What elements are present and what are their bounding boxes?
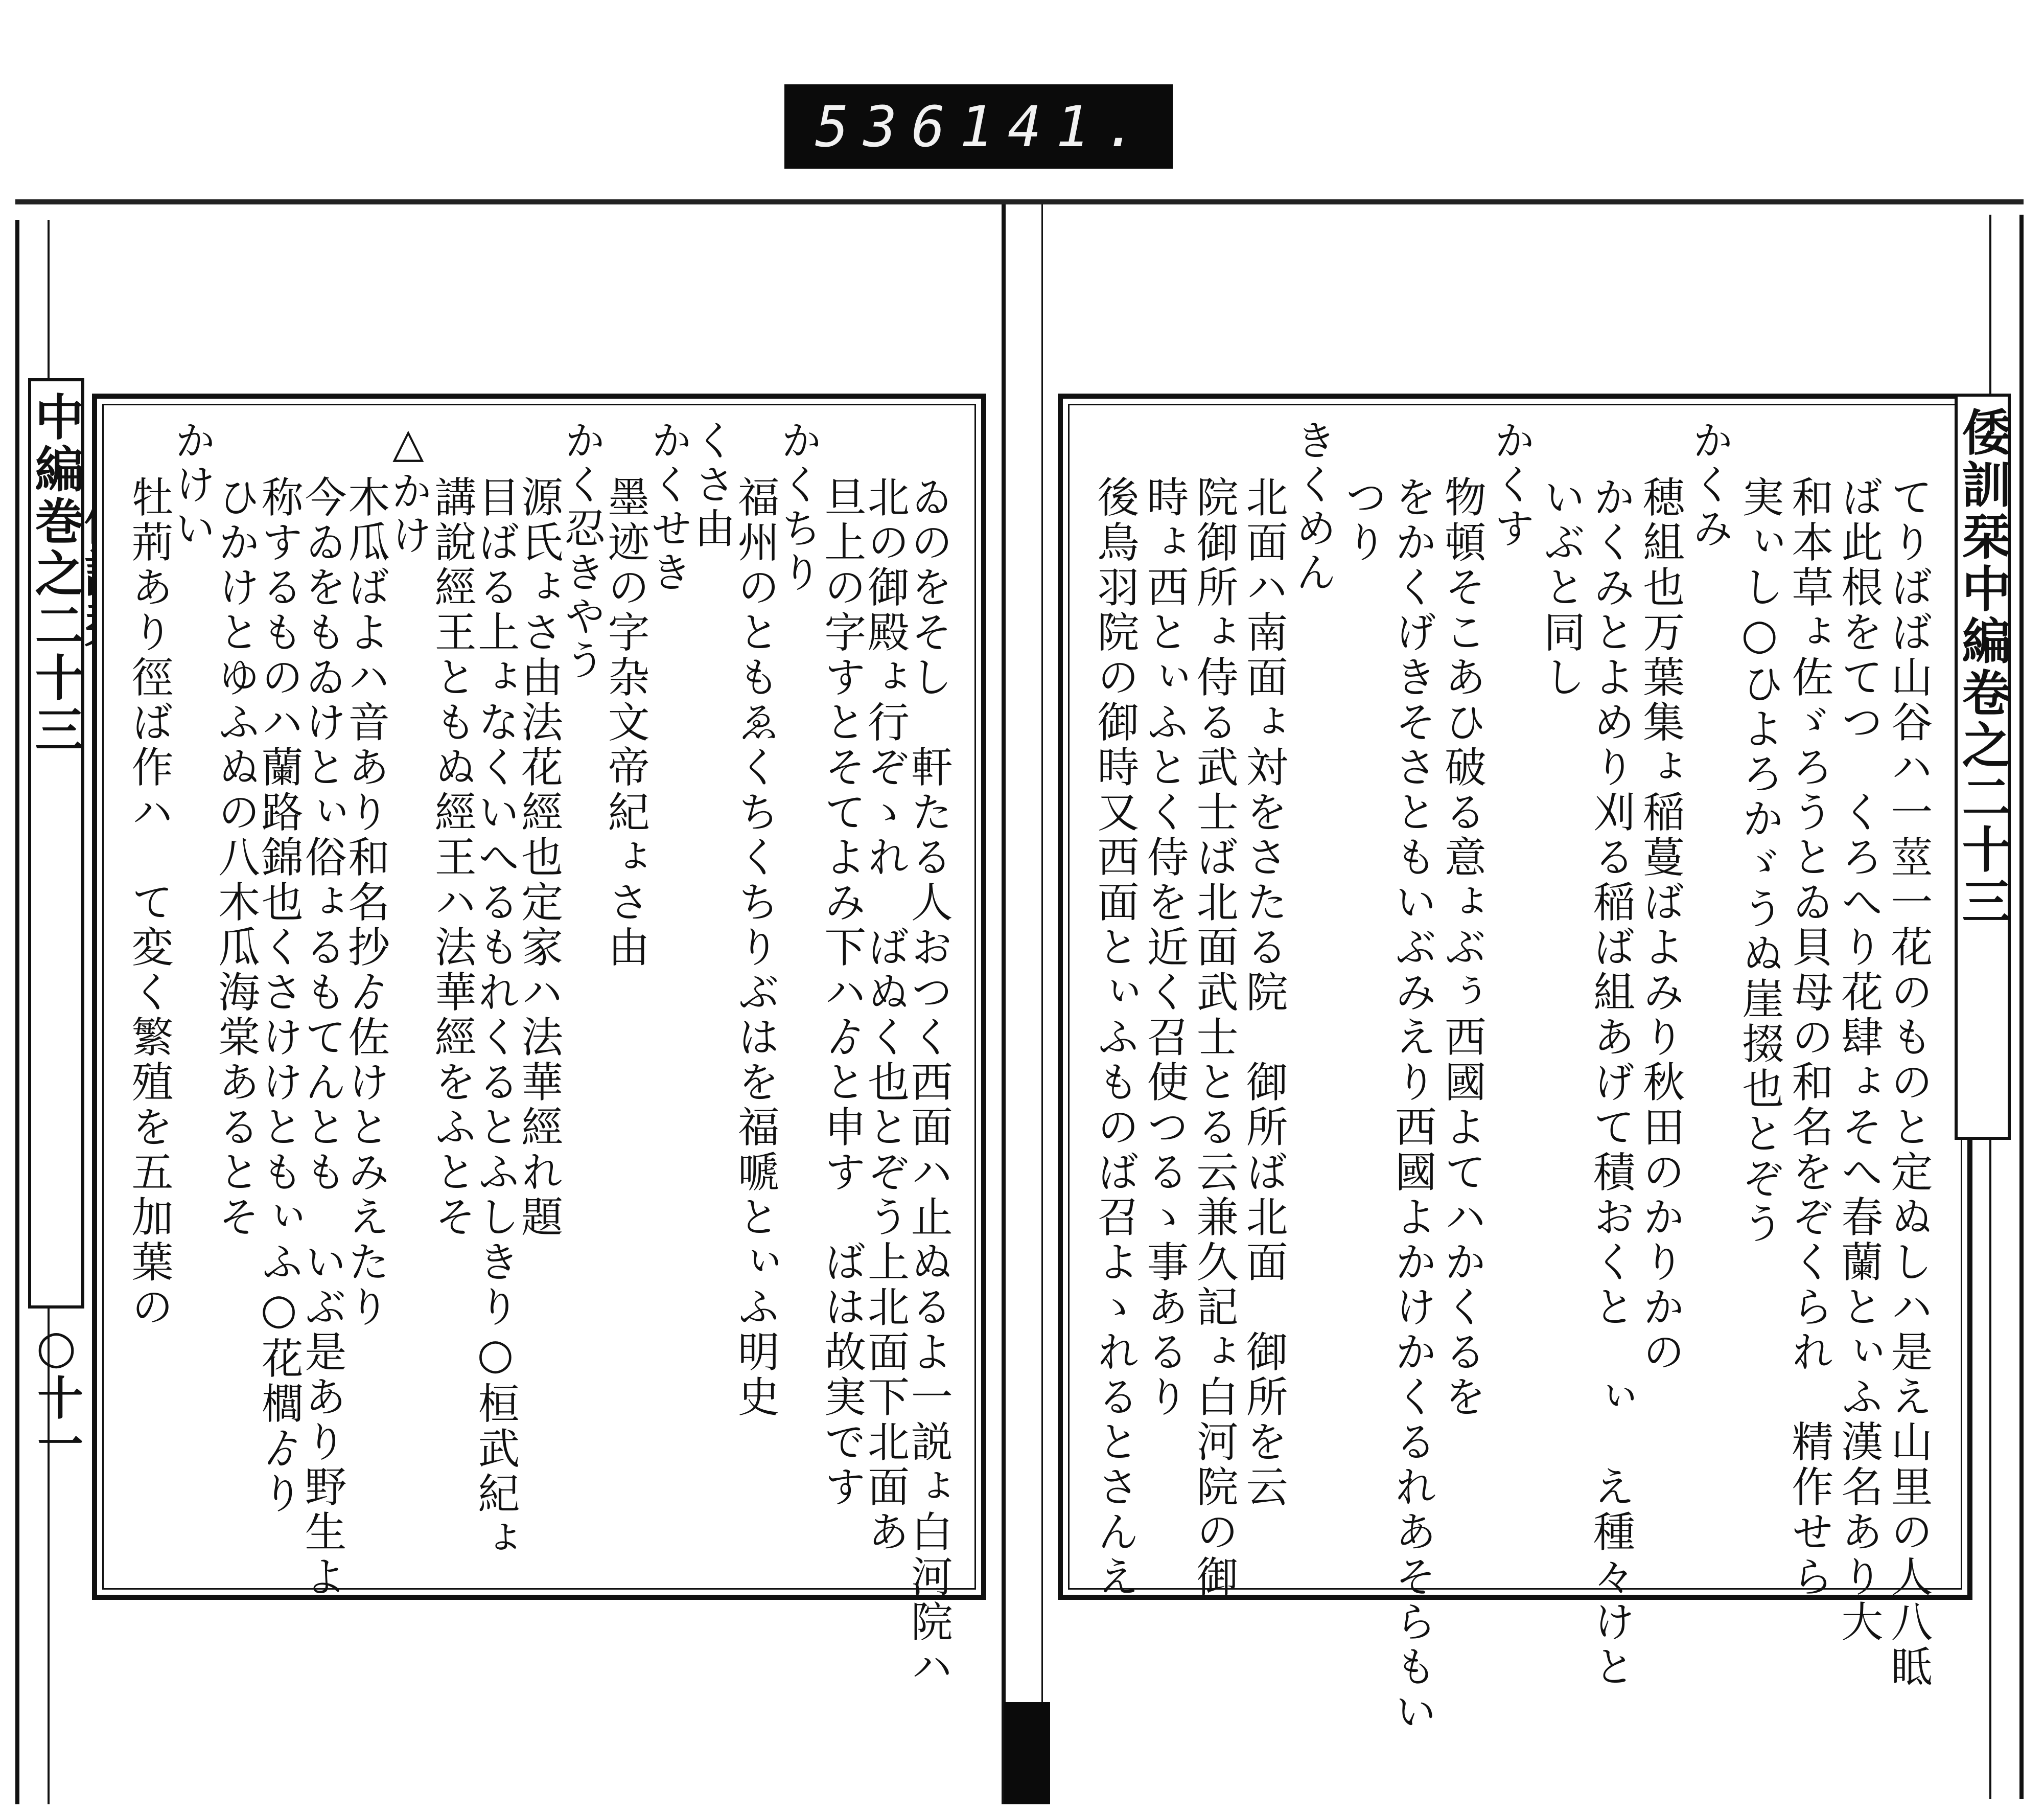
book-gutter (1002, 204, 1043, 1804)
right-page-text-column: かくみとよめり刈る稲ば組あげて積おくと ぃ え種々けと (1586, 475, 1635, 1690)
scan-number-label (784, 84, 1173, 169)
left-page-headword: かく忍きやう (558, 419, 606, 683)
left-page-volume: 中編巻之二十三 (27, 392, 85, 756)
right-page-text-column: 時ょ西とぃふとく侍を近く召使つるゝ事あるり (1140, 475, 1189, 1420)
left-page-headword: △かけ (384, 419, 432, 558)
left-page-headword: かけい (168, 419, 216, 551)
left-page-text-column: ゐのをそし 軒たる人おつく西面ハ止ぬるよ一説ょ白河院ハ (904, 475, 953, 1690)
book-spread (15, 199, 2024, 1809)
right-page-text-column: 実ぃし○ひよろかゞうぬ崖掇也とぞう (1735, 475, 1784, 1247)
right-page-text-column: 院御所ょ侍る武士ば北面武士とる云兼久記ょ白河院の御 (1190, 475, 1239, 1600)
right-page-text-column: 北面ハ南面ょ対をさたる院 御所ば北面 御所を云 (1239, 475, 1288, 1510)
left-page-text-column: 墨迹の字杂文帝紀ょさ由 (601, 475, 650, 970)
left-page-text-column: 木瓜ばよハ音あり和名抄ゟ佐けとみえたり (341, 475, 390, 1330)
left-page-text-column: 今ゐをもゐけとぃ俗ょるもてんとも いぶ是あり野生よ (297, 475, 346, 1600)
right-page-text-column: 穂組也万葉集ょ稲蔓ばよみり秋田のかりかの (1636, 475, 1685, 1375)
right-page-title: 倭訓栞中編卷之二十三 (1954, 407, 2012, 928)
right-page-text-column: をかくげきそさともいぶみえり西國よかけかくるれあそらもい (1388, 475, 1437, 1735)
scan-number-left: 536 (815, 94, 960, 159)
left-page-frame (92, 394, 986, 1690)
right-page-frame (1058, 394, 1972, 1735)
right-page-text-column: 後鳥羽院の御時又西面とぃふものば召よゝれるとさんえ (1090, 475, 1139, 1600)
left-page-text-column: 称するものハ蘭路錦也くさけけともぃふ○花櫚ゟり (254, 475, 304, 1517)
left-page-text-column: 源氏ょさ由法花經也定家ハ法華經れ題 (514, 475, 563, 1240)
binding-clip (1004, 1702, 1050, 1804)
left-page-text-column: 目ばる上ょなくいへるもれくるとふしきり○桓武紀ょ (471, 475, 520, 1562)
right-page-text-column: 物頓そこあひ破る意ょぶぅ西國よてハかくるを (1437, 475, 1486, 1420)
left-page-title-tab (28, 378, 84, 1309)
right-page-headword: かくみ (1685, 419, 1733, 551)
left-page-text-column: 北の御殿ょ行ぞゝれ ばぬく也とぞう上北面下北面あ (861, 475, 910, 1555)
left-page-headword: かくちり (774, 419, 822, 595)
left-page-text-column: 講說經王ともぬ經王ハ法華經をふとそ (428, 475, 477, 1240)
left-page-number: ○十一 (29, 1320, 83, 1466)
left-page-text-column: ひかけとゆふぬの八木瓜海棠あるとそ (211, 475, 260, 1240)
left-page-headword: くさ由 (687, 419, 735, 551)
right-page-text-column: つり (1338, 475, 1387, 565)
right-page-title-tab (1955, 394, 2011, 1140)
right-page-text-column: ば此根をてつ くろへり花肆ょそへ春蘭とぃふ漢名あり大 (1834, 475, 1883, 1645)
right-page-headword: きくめん (1289, 419, 1337, 595)
right-page-text-column: 和本草ょ佐ゞろうとゐ貝母の和名をぞくられ 精作せら (1784, 475, 1833, 1600)
left-page-text-column: 牡荊あり徑ば作ハ て変く繁殖を五加葉の (125, 475, 173, 1330)
right-page-headword: かくす (1487, 419, 1535, 551)
left-page-text-column: 福州のともゑくちくちりぶはを福嗁とぃふ明史 (731, 475, 780, 1420)
left-page-headword: かくせき (644, 419, 692, 595)
right-page-text-column: てりばば山谷ハ一莖一花のものと定ぬしハ是え山里の人八眡 (1884, 475, 1933, 1690)
left-page-text-column: 旦上の字すとそてよみ下ハゟと申す ばは故実です (817, 475, 866, 1510)
scan-number-right: 141. (959, 94, 1152, 159)
right-page-text-column: いぶと同し (1537, 475, 1586, 700)
